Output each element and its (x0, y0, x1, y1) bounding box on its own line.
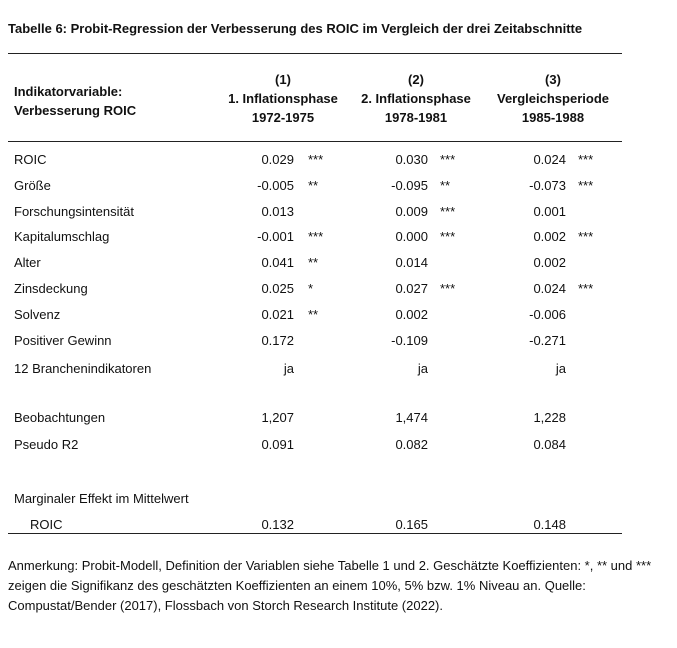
cell-value: ja (283, 361, 294, 376)
table-row (0, 204, 677, 224)
table-row (0, 307, 677, 327)
significance-stars: ** (308, 178, 319, 193)
column-header-name: 2. Inflationsphase (361, 91, 471, 106)
cell-value: 0.000 (395, 229, 428, 244)
row-label: Beobachtungen (14, 410, 106, 425)
cell-value: 0.009 (395, 204, 428, 219)
cell-value: 0.025 (261, 281, 294, 296)
cell-value: 1,474 (395, 410, 428, 425)
cell-value: 1,228 (533, 410, 566, 425)
significance-stars: *** (440, 281, 456, 296)
column-header-num: (1) (275, 72, 291, 87)
column-header-1 (213, 70, 353, 127)
header-rule (8, 141, 622, 142)
significance-stars: *** (440, 204, 456, 219)
significance-stars: *** (578, 281, 594, 296)
table-row (0, 255, 677, 275)
column-header-3 (483, 70, 623, 127)
cell-value: -0.109 (391, 333, 428, 348)
cell-value: 0.021 (261, 307, 294, 322)
significance-stars: ** (308, 307, 319, 322)
cell-value: 0.001 (533, 204, 566, 219)
row-label: Forschungsintensität (14, 204, 134, 219)
row-label: Kapitalumschlag (14, 229, 110, 244)
cell-value: 0.082 (395, 437, 428, 452)
table-row (0, 517, 677, 537)
row-label: Alter (14, 255, 41, 270)
row-label: Positiver Gewinn (14, 333, 112, 348)
significance-stars: * (308, 281, 314, 296)
cell-value: 0.014 (395, 255, 428, 270)
cell-value: ja (555, 361, 566, 376)
bottom-rule (8, 533, 622, 534)
cell-value: 0.024 (533, 152, 566, 167)
cell-value: 1,207 (261, 410, 294, 425)
cell-value: -0.095 (391, 178, 428, 193)
cell-value: 0.024 (533, 281, 566, 296)
table-title: Tabelle 6: Probit-Regression der Verbesserung des ROIC im Vergleich der drei Zeitabschnitte (8, 21, 583, 36)
cell-value: -0.271 (529, 333, 566, 348)
row-label: ROIC (30, 517, 63, 532)
cell-value: 0.027 (395, 281, 428, 296)
cell-value: 0.030 (395, 152, 428, 167)
significance-stars: *** (308, 229, 324, 244)
column-header-name: 1. Inflationsphase (228, 91, 338, 106)
column-header-2 (346, 70, 486, 127)
table-row (0, 437, 677, 457)
row-label: Zinsdeckung (14, 281, 88, 296)
table-row (0, 229, 677, 249)
table-row (0, 410, 677, 430)
table-note: Anmerkung: Probit-Modell, Definition der Variablen siehe Tabelle 1 und 2. Geschätzte Koeffizienten: *, ** und *** zeigen die Signifikanz des geschätzten Koeffizienten an einem 10%, 5% bzw. 1% Niveau an. Quelle: Compustat/Bender (2017), Flossbach von Storch Research Institute (2022). (8, 558, 652, 613)
cell-value: 0.148 (533, 517, 566, 532)
column-header-num: (3) (545, 72, 561, 87)
indicator-header-line1: Indikatorvariable: (14, 84, 123, 99)
cell-value: ja (417, 361, 428, 376)
indicator-header (14, 82, 136, 120)
significance-stars: *** (578, 229, 594, 244)
row-label: Größe (14, 178, 51, 193)
cell-value: 0.013 (261, 204, 294, 219)
table-row (0, 178, 677, 198)
column-header-years: 1972-1975 (251, 110, 315, 125)
cell-value: 0.002 (533, 255, 566, 270)
row-label: Pseudo R2 (14, 437, 79, 452)
table-row (0, 491, 677, 511)
row-label: ROIC (14, 152, 47, 167)
cell-value: -0.001 (257, 229, 294, 244)
table-row (0, 281, 677, 301)
cell-value: -0.005 (257, 178, 294, 193)
cell-value: 0.165 (395, 517, 428, 532)
column-header-years: 1985-1988 (521, 110, 585, 125)
table-row (0, 152, 677, 172)
significance-stars: ** (440, 178, 451, 193)
table-row (0, 333, 677, 353)
column-header-name: Vergleichsperiode (497, 91, 609, 106)
top-rule (8, 53, 622, 54)
cell-value: 0.002 (395, 307, 428, 322)
significance-stars: *** (578, 178, 594, 193)
cell-value: 0.041 (261, 255, 294, 270)
row-label: 12 Branchenindikatoren (14, 361, 152, 376)
cell-value: -0.073 (529, 178, 566, 193)
indicator-header-line2: Verbesserung ROIC (14, 103, 137, 118)
significance-stars: *** (578, 152, 594, 167)
row-label: Marginaler Effekt im Mittelwert (14, 491, 189, 506)
cell-value: 0.002 (533, 229, 566, 244)
significance-stars: ** (308, 255, 319, 270)
row-label: Solvenz (14, 307, 61, 322)
column-header-num: (2) (408, 72, 424, 87)
cell-value: 0.091 (261, 437, 294, 452)
significance-stars: *** (440, 152, 456, 167)
cell-value: 0.029 (261, 152, 294, 167)
significance-stars: *** (308, 152, 324, 167)
cell-value: 0.132 (261, 517, 294, 532)
cell-value: 0.084 (533, 437, 566, 452)
table-row (0, 361, 677, 381)
cell-value: 0.172 (261, 333, 294, 348)
column-header-years: 1978-1981 (384, 110, 448, 125)
cell-value: -0.006 (529, 307, 566, 322)
significance-stars: *** (440, 229, 456, 244)
